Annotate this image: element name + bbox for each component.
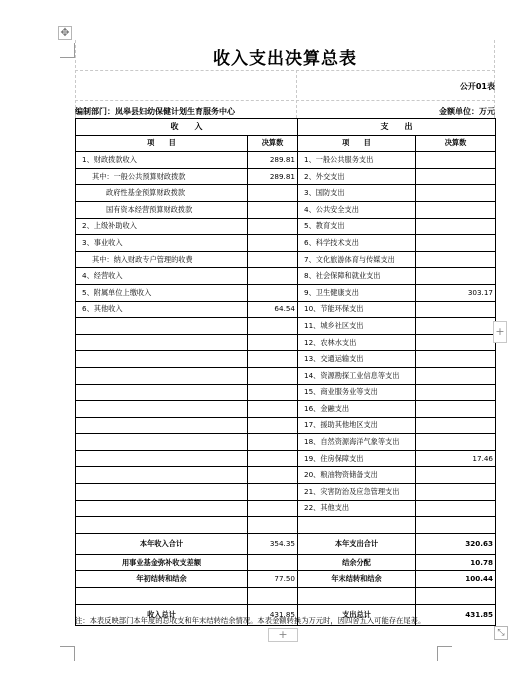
doc-number: 公开01表 [459, 82, 495, 91]
expense-item-cell: 12、农林水支出 [298, 334, 416, 351]
expense-total-label [298, 588, 416, 605]
income-item-cell [76, 351, 248, 368]
expense-amount-cell [416, 168, 496, 185]
table-row [76, 168, 496, 185]
expense-total-amount: 431.85 [416, 604, 496, 625]
total-row [76, 533, 496, 554]
expense-amount-cell [416, 467, 496, 484]
income-item-header: 项 目 [76, 135, 248, 152]
expense-item-header: 项 目 [298, 135, 416, 152]
budget-table [75, 118, 496, 626]
compiling-unit: 编制部门：岚皋县妇幼保健计划生育服务中心 [75, 107, 235, 116]
income-item-cell: 4、经营收入 [76, 268, 248, 285]
income-total-amount: 354.35 [248, 533, 298, 554]
income-amount-cell [248, 417, 298, 434]
crop-mark-bottom-left [60, 646, 75, 661]
income-total-amount [248, 554, 298, 571]
income-amount-cell [248, 467, 298, 484]
income-item-cell [76, 401, 248, 418]
income-amount-cell [248, 201, 298, 218]
expense-item-cell: 16、金融支出 [298, 401, 416, 418]
expense-item-cell: 7、文化旅游体育与传媒支出 [298, 251, 416, 268]
expense-amount-cell [416, 351, 496, 368]
income-amount-cell: 64.54 [248, 301, 298, 318]
table-row [76, 401, 496, 418]
income-item-cell: 其中：纳入财政专户管理的收费 [76, 251, 248, 268]
table-row [76, 318, 496, 335]
income-section-header: 收 入 [76, 119, 298, 136]
expense-amount-cell [416, 235, 496, 252]
income-amount-cell [248, 484, 298, 501]
expense-amount-cell [416, 517, 496, 534]
expense-amount-cell [416, 334, 496, 351]
expense-section-header: 支 出 [298, 119, 496, 136]
expense-total-label: 本年支出合计 [298, 533, 416, 554]
income-amount-cell [248, 284, 298, 301]
expense-item-cell: 20、粮油物资储备支出 [298, 467, 416, 484]
expense-item-cell: 18、自然资源海洋气象等支出 [298, 434, 416, 451]
expense-amount-cell [416, 417, 496, 434]
income-item-cell: 其中：一般公共预算财政拨款 [76, 168, 248, 185]
page-title: 收入支出决算总表 [213, 49, 357, 69]
crop-mark-top-left [60, 43, 75, 58]
expense-total-label: 结余分配 [298, 554, 416, 571]
expense-amount-cell [416, 268, 496, 285]
expense-amount-cell [416, 218, 496, 235]
add-row-button[interactable] [268, 628, 298, 642]
plus-icon: + [278, 628, 288, 641]
income-amount-cell [248, 434, 298, 451]
income-amount-cell [248, 251, 298, 268]
income-amount-cell [248, 268, 298, 285]
income-item-cell [76, 334, 248, 351]
expense-item-cell [298, 517, 416, 534]
table-row [76, 152, 496, 169]
income-amount-cell: 289.81 [248, 168, 298, 185]
table-row [76, 251, 496, 268]
column-header-row [76, 135, 496, 152]
expense-amount-cell [416, 500, 496, 517]
income-amount-cell [248, 351, 298, 368]
footnote: 注：本表反映部门本年度的总收支和年末结转结余情况。本表金额转换为万元时，因四舍五入可能存在尾差。 [75, 616, 426, 625]
income-total-label: 收入总计 [76, 604, 248, 625]
table-row [76, 384, 496, 401]
income-item-cell: 国有资本经营预算财政拨款 [76, 201, 248, 218]
gridline [296, 70, 297, 118]
expense-amount-cell [416, 185, 496, 202]
income-item-cell: 1、财政拨款收入 [76, 152, 248, 169]
income-item-cell [76, 500, 248, 517]
expense-total-label: 年末结转和结余 [298, 571, 416, 588]
income-amount-cell: 289.81 [248, 152, 298, 169]
expense-item-cell: 1、一般公共服务支出 [298, 152, 416, 169]
expense-item-cell: 6、科学技术支出 [298, 235, 416, 252]
table-row [76, 517, 496, 534]
expense-item-cell: 13、交通运输支出 [298, 351, 416, 368]
table-row [76, 268, 496, 285]
income-amount-cell [248, 500, 298, 517]
expense-item-cell: 22、其他支出 [298, 500, 416, 517]
expense-amount-cell: 17.46 [416, 450, 496, 467]
expense-item-cell: 14、资源勘探工业信息等支出 [298, 367, 416, 384]
table-row [76, 351, 496, 368]
income-amount-cell [248, 334, 298, 351]
income-item-cell [76, 450, 248, 467]
income-item-cell [76, 367, 248, 384]
expense-amount-header: 决算数 [416, 135, 496, 152]
income-total-label: 本年收入合计 [76, 533, 248, 554]
expense-amount-cell [416, 201, 496, 218]
gridline [75, 100, 495, 101]
gridline [75, 70, 495, 71]
income-item-cell: 5、附属单位上缴收入 [76, 284, 248, 301]
expense-amount-cell [416, 434, 496, 451]
income-item-cell: 6、其他收入 [76, 301, 248, 318]
income-amount-cell [248, 318, 298, 335]
expense-amount-cell [416, 152, 496, 169]
expense-amount-cell [416, 318, 496, 335]
expense-total-amount: 320.63 [416, 533, 496, 554]
expense-amount-cell [416, 384, 496, 401]
expense-total-amount: 10.78 [416, 554, 496, 571]
income-amount-header: 决算数 [248, 135, 298, 152]
income-total-label: 用事业基金弥补收支差额 [76, 554, 248, 571]
expense-item-cell: 19、住房保障支出 [298, 450, 416, 467]
income-item-cell: 政府性基金预算财政拨款 [76, 185, 248, 202]
expense-item-cell: 21、灾害防治及应急管理支出 [298, 484, 416, 501]
income-item-cell: 2、上级补助收入 [76, 218, 248, 235]
income-item-cell [76, 417, 248, 434]
income-amount-cell [248, 401, 298, 418]
income-total-amount [248, 588, 298, 605]
table-row [76, 218, 496, 235]
expense-amount-cell [416, 401, 496, 418]
money-unit: 金额单位：万元 [439, 107, 495, 116]
expense-item-cell: 3、国防支出 [298, 185, 416, 202]
table-row [76, 484, 496, 501]
income-item-cell [76, 467, 248, 484]
table-row [76, 235, 496, 252]
section-header-row [76, 119, 496, 136]
table-row [76, 367, 496, 384]
income-item-cell [76, 517, 248, 534]
total-row [76, 554, 496, 571]
expense-item-cell: 10、节能环保支出 [298, 301, 416, 318]
table-row [76, 500, 496, 517]
expense-total-amount [416, 588, 496, 605]
table-row [76, 467, 496, 484]
expense-total-amount: 100.44 [416, 571, 496, 588]
expense-item-cell: 17、援助其他地区支出 [298, 417, 416, 434]
expense-amount-cell [416, 301, 496, 318]
table-row [76, 201, 496, 218]
income-amount-cell [248, 235, 298, 252]
table-resize-handle[interactable] [494, 626, 508, 640]
income-amount-cell [248, 517, 298, 534]
table-row [76, 334, 496, 351]
expense-amount-cell [416, 484, 496, 501]
table-row [76, 417, 496, 434]
crop-mark-bottom-right [437, 646, 452, 661]
table-row [76, 284, 496, 301]
income-amount-cell [248, 185, 298, 202]
expense-item-cell: 8、社会保障和就业支出 [298, 268, 416, 285]
expense-amount-cell [416, 251, 496, 268]
table-row [76, 185, 496, 202]
add-column-button[interactable] [493, 321, 507, 343]
income-item-cell [76, 318, 248, 335]
table-row [76, 301, 496, 318]
expense-item-cell: 15、商业服务业等支出 [298, 384, 416, 401]
expense-item-cell: 11、城乡社区支出 [298, 318, 416, 335]
expense-item-cell: 9、卫生健康支出 [298, 284, 416, 301]
expense-total-label: 支出总计 [298, 604, 416, 625]
income-amount-cell [248, 367, 298, 384]
income-item-cell [76, 484, 248, 501]
total-row [76, 571, 496, 588]
income-total-label [76, 588, 248, 605]
income-amount-cell [248, 218, 298, 235]
income-amount-cell [248, 450, 298, 467]
income-total-label: 年初结转和结余 [76, 571, 248, 588]
plus-icon: + [495, 325, 505, 338]
total-row [76, 588, 496, 605]
move-icon: ✥ [60, 26, 70, 39]
income-item-cell [76, 434, 248, 451]
income-item-cell [76, 384, 248, 401]
resize-icon: ⤡ [497, 628, 505, 638]
table-move-handle[interactable] [58, 26, 72, 40]
income-item-cell: 3、事业收入 [76, 235, 248, 252]
expense-item-cell: 5、教育支出 [298, 218, 416, 235]
expense-amount-cell [416, 367, 496, 384]
income-amount-cell [248, 384, 298, 401]
expense-amount-cell: 303.17 [416, 284, 496, 301]
income-total-amount: 431.85 [248, 604, 298, 625]
expense-item-cell: 4、公共安全支出 [298, 201, 416, 218]
table-row [76, 450, 496, 467]
expense-item-cell: 2、外交支出 [298, 168, 416, 185]
income-total-amount: 77.50 [248, 571, 298, 588]
table-row [76, 434, 496, 451]
